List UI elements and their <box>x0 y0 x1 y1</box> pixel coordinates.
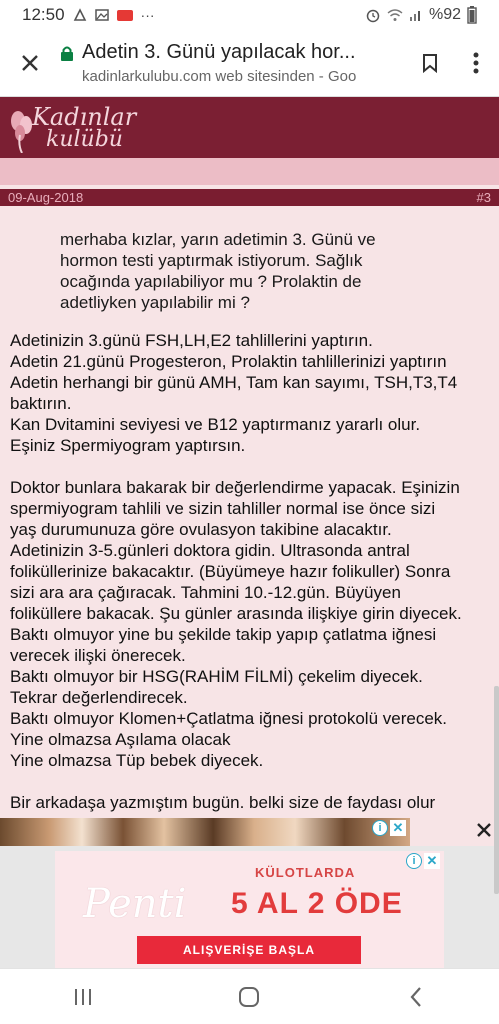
alarm-icon <box>365 7 381 23</box>
lock-icon <box>60 45 74 61</box>
kebab-menu-icon <box>473 52 479 74</box>
address-bar[interactable] <box>60 41 407 85</box>
close-tab-button[interactable] <box>0 30 60 97</box>
body-line: foliküllere bakacak. Şu günler arasında ilişkiye girin diyecek. <box>10 604 462 623</box>
logo-text-line2: kulübü <box>46 127 123 152</box>
post-header <box>0 189 499 206</box>
quote-line: hormon testi yaptırmak istiyorum. Sağlık <box>60 251 363 270</box>
body-line: Doktor bunlara bakarak bir değerlendirme yapacak. Eşinizin <box>10 478 460 497</box>
notification-icon <box>73 8 87 22</box>
recent-apps-button[interactable] <box>53 969 113 1024</box>
ad-promo-text: 5 AL 2 ÖDE <box>231 887 403 920</box>
body-line: spermiyogram tahlili ve sizin tahliller normal ise önce sizi <box>10 499 436 518</box>
scrollbar[interactable] <box>494 686 499 894</box>
body-line: Yine olmazsa Aşılama olacak <box>10 730 231 749</box>
body-line: Adetinizin 3.günü FSH,LH,E2 tahlillerini yaptırın. <box>10 331 373 350</box>
site-subheader <box>0 158 499 185</box>
quoted-message <box>60 229 420 313</box>
body-line: Yine olmazsa Tüp bebek diyecek. <box>10 751 264 770</box>
body-line: Adetin 21.günü Progesteron, Prolaktin tahlillerinizi yaptırın <box>10 352 447 371</box>
body-line: sizi ara ara çağıracak. Tahmini 10.-12.gün. Büyüyen <box>10 583 401 602</box>
body-line: foliküllerinize bakacaktır. (Büyümeye hazır folikuller) Sonra <box>10 562 451 581</box>
status-bar <box>0 0 499 30</box>
site-logo[interactable] <box>6 101 136 155</box>
recent-apps-icon <box>73 988 93 1006</box>
home-icon <box>238 986 260 1008</box>
body-line: Baktı olmuyor bir HSG(RAHİM FİLMİ) çekelim diyecek. <box>10 667 423 686</box>
logo-text-line1: Kadınlar <box>32 103 137 131</box>
image-notification-icon <box>95 8 109 22</box>
close-icon <box>20 53 40 73</box>
ad-choices-close-icon[interactable]: ✕ <box>390 820 406 836</box>
ad-info-icon[interactable]: i <box>372 820 388 836</box>
page-title: Adetin 3. Günü yapılacak hor... <box>82 41 356 63</box>
clock: 12:50 <box>22 5 65 24</box>
home-button[interactable] <box>219 969 279 1024</box>
browser-toolbar <box>0 30 499 97</box>
body-line: yaş durumunuza göre ovulasyon takibine alacaktır. <box>10 520 392 539</box>
back-icon <box>409 986 423 1008</box>
ad-choices-close-icon[interactable]: ✕ <box>424 853 440 869</box>
page-url: kadinlarkulubu.com web sitesinden - Goo <box>82 68 357 85</box>
quote-line: adetliyken yapılabilir mi ? <box>60 293 250 312</box>
quote-line: ocağında yapılabiliyor mu ? Prolaktin de <box>60 272 362 291</box>
body-line: verecek ilişki önerecek. <box>10 646 186 665</box>
ad-headline: KÜLOTLARDA <box>255 865 356 880</box>
wifi-icon <box>387 8 403 22</box>
bookmark-icon <box>422 53 438 73</box>
body-line: Baktı olmuyor Klomen+Çatlatma iğnesi protokolü verecek. <box>10 709 448 728</box>
body-line: Bir arkadaşa yazmıştım bugün. belki size de faydası olur <box>10 793 436 812</box>
quote-line: merhaba kızlar, yarın adetimin 3. Günü ve <box>60 230 376 249</box>
system-navigation-bar <box>0 968 499 1024</box>
post-number[interactable]: #3 <box>476 190 491 205</box>
ad-info-icon[interactable]: i <box>406 853 422 869</box>
close-icon <box>475 821 493 839</box>
penti-ad[interactable] <box>55 851 444 968</box>
post-date: 09-Aug-2018 <box>8 190 84 205</box>
battery-level: %92 <box>428 6 461 23</box>
body-line: Adetinizin 3-5.günleri doktora gidin. Ultrasonda antral <box>10 541 410 560</box>
body-line: baktırın. <box>10 394 72 413</box>
post-body <box>10 330 496 813</box>
site-header <box>0 97 499 158</box>
bookmark-button[interactable] <box>407 30 453 97</box>
battery-icon <box>467 6 477 24</box>
body-line: Adetin herhangi bir günü AMH, Tam kan sayımı, TSH,T3,T4 <box>10 373 458 392</box>
more-notifications-icon: ··· <box>140 7 155 23</box>
body-line: Kan Dvitamini seviyesi ve B12 yaptırmanız yararlı olur. <box>10 415 421 434</box>
body-line: Tekrar değerlendirecek. <box>10 688 188 707</box>
ad-brand-logo: Penti <box>83 881 187 927</box>
signal-icon <box>409 8 423 22</box>
more-options-button[interactable] <box>453 30 499 97</box>
body-line: Eşiniz Spermiyogram yaptırsın. <box>10 436 246 455</box>
banner-ad[interactable] <box>0 818 410 846</box>
ad-cta-button[interactable]: ALIŞVERİŞE BAŞLA <box>137 936 361 964</box>
app-notification-icon <box>117 10 133 21</box>
body-line: Baktı olmuyor yine bu şekilde takip yapıp çatlatma iğnesi <box>10 625 437 644</box>
back-button[interactable] <box>386 969 446 1024</box>
